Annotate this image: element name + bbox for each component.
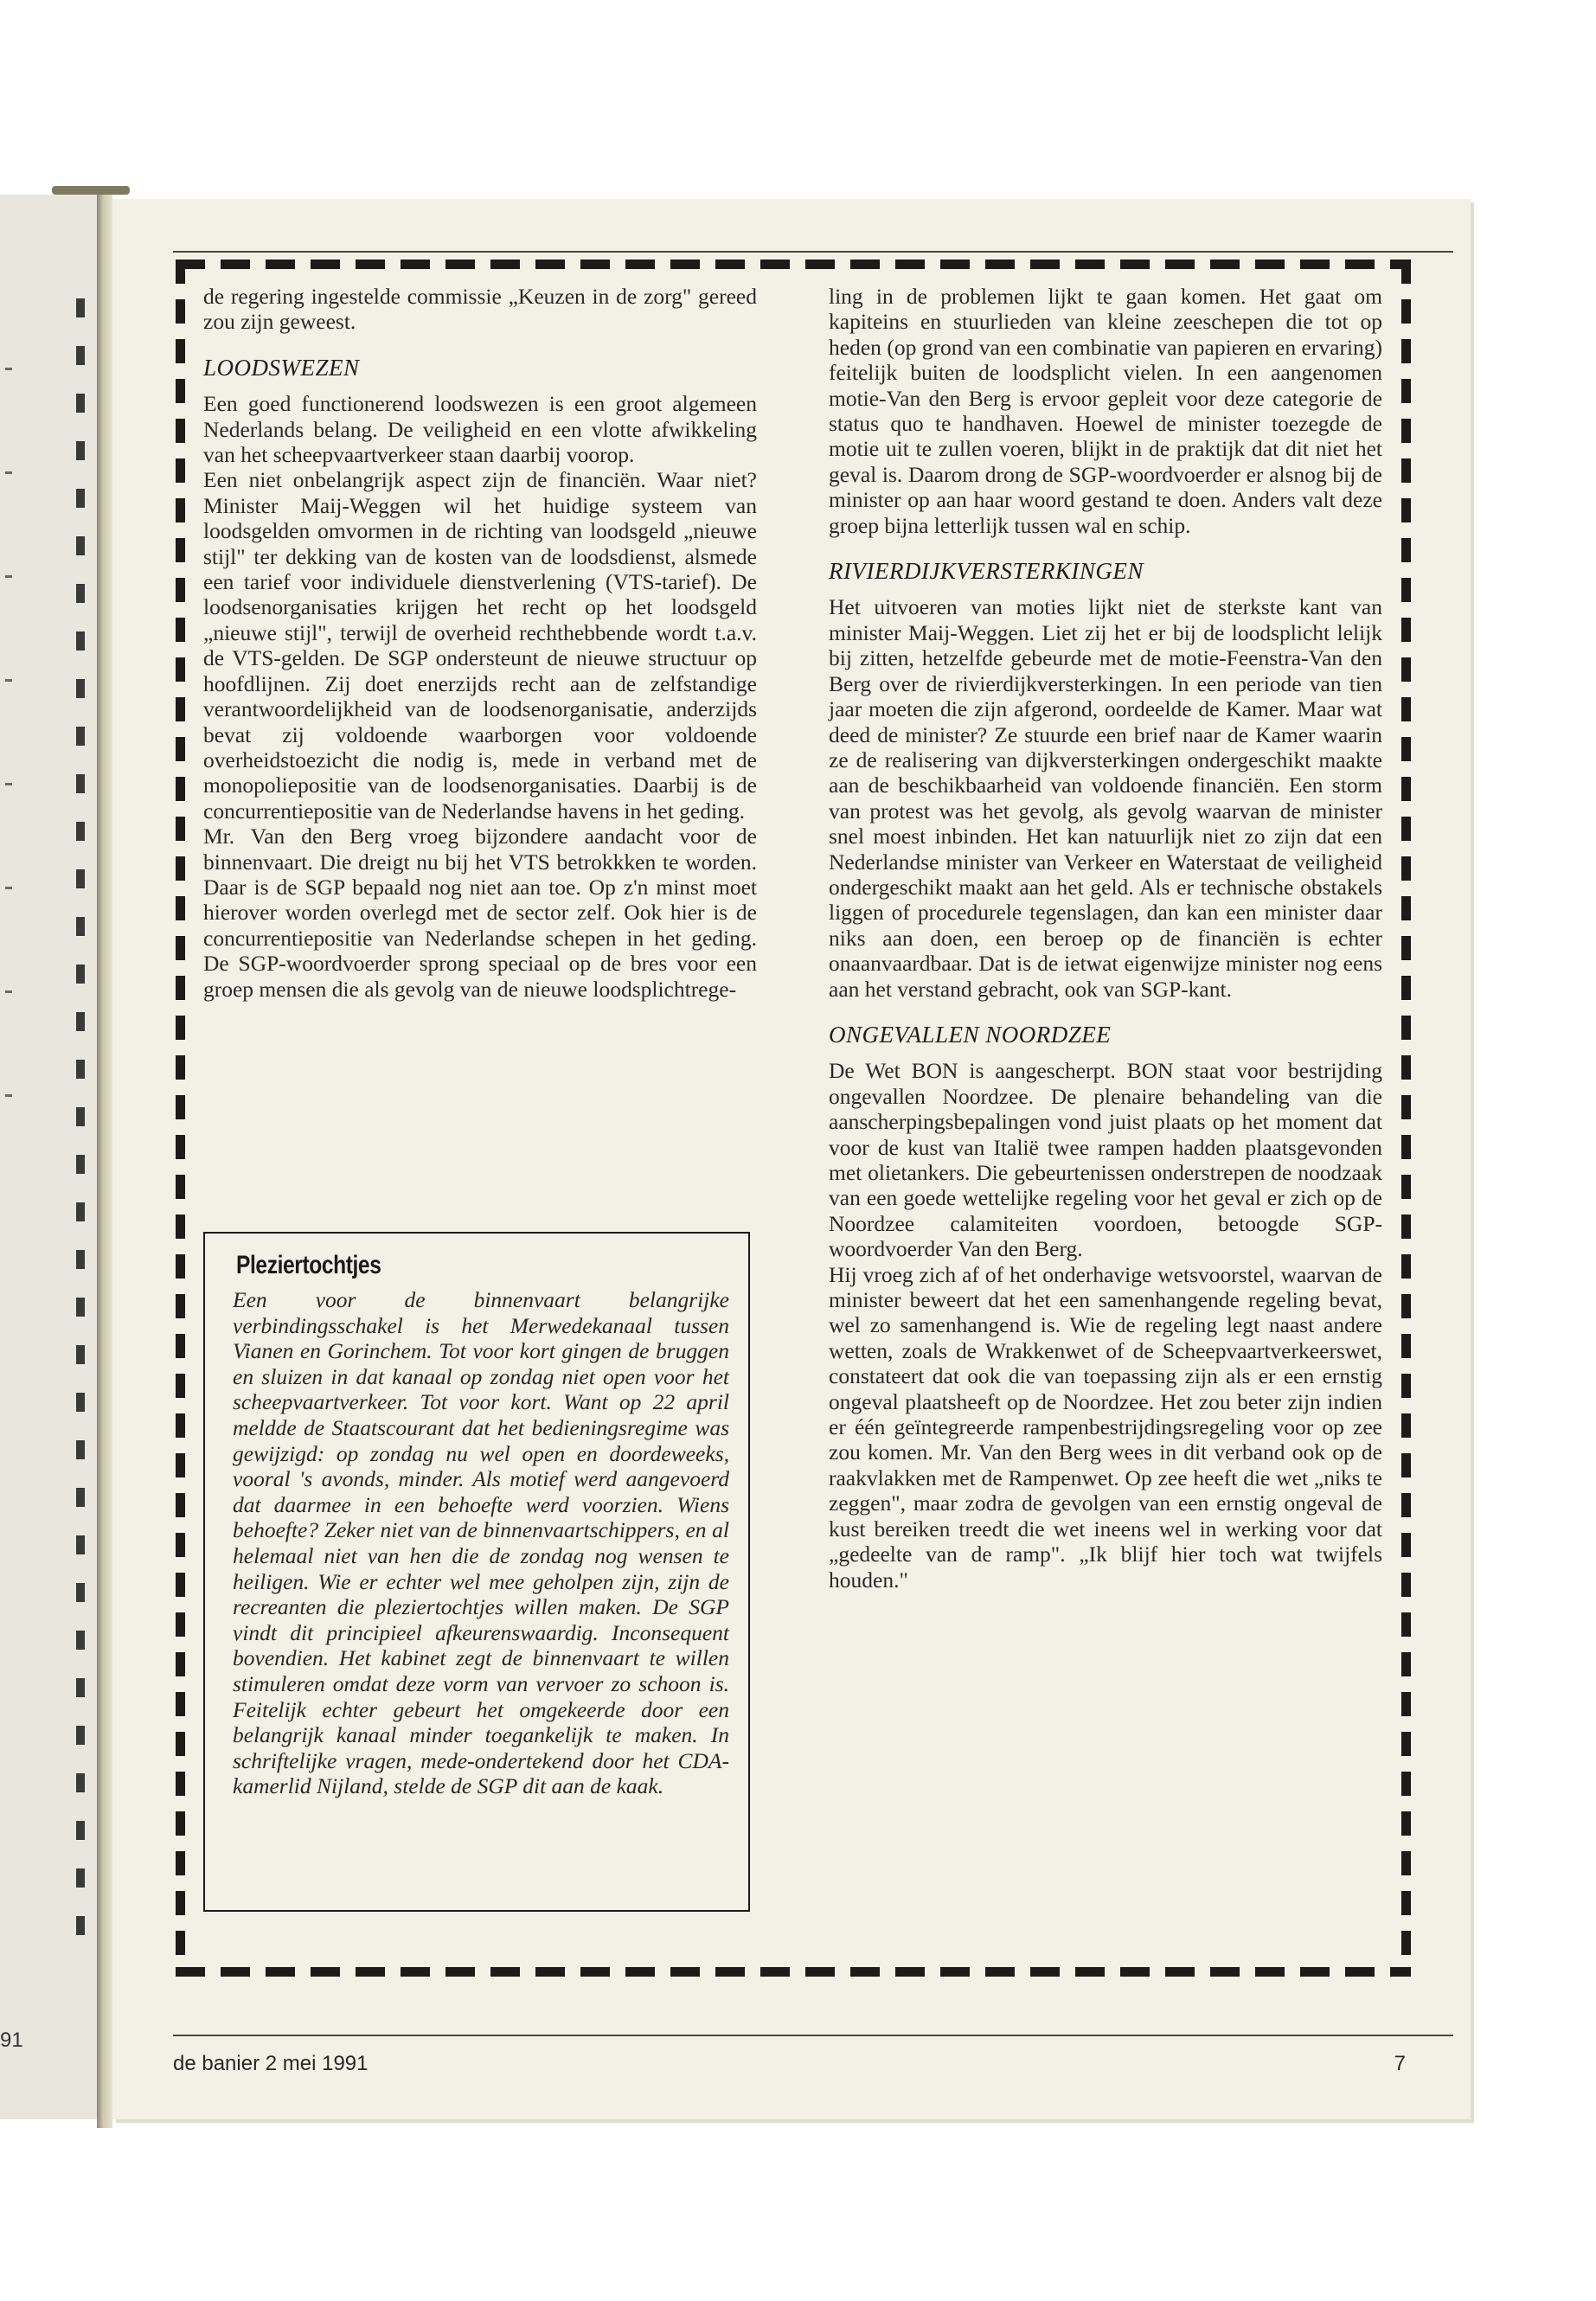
text-fragment — [5, 887, 12, 889]
text-fragment — [5, 368, 12, 370]
previous-page-edge — [0, 195, 99, 2119]
body-paragraph: Mr. Van den Berg vroeg bijzondere aandacht voor de binnenvaart. Die dreigt nu bij het VTS betrokkken te worden. Daar is de SGP bepaald nog niet aan toe. Op z'n minst moet hierover worden overlegd met de sector zelf. Ook hier is de concurrentiepositie van Nederlandse schepen in het geding. De SGP-woordvoerder sprong speciaal op de bres voor een groep mensen die als gevolg van de nieuwe loodsplichtrege- — [203, 824, 757, 1002]
marker — [76, 298, 85, 317]
marker — [76, 489, 85, 508]
marker — [76, 1345, 85, 1364]
marker — [76, 346, 85, 365]
marker — [76, 536, 85, 555]
marker — [76, 1868, 85, 1888]
right-column — [829, 284, 1382, 1593]
marker — [76, 1773, 85, 1792]
body-paragraph: De Wet BON is aangescherpt. BON staat voor bestrijding ongevallen Noordzee. De plenaire behandeling van die aanscherpingsbepalingen vond juist plaats op het moment dat voor de kust van Italië twee rampen hadden plaatsgevonden met olietankers. Die gebeurtenissen onderstrepen de noodzaak van een goede wettelijke regeling voor het geval er zich op de Noordzee calamiteiten voordoen, betoogde SGP-woordvoerder Van den Berg. — [829, 1058, 1382, 1262]
marker — [76, 965, 85, 984]
footer-rule — [173, 2035, 1453, 2036]
marker — [76, 441, 85, 460]
article-frame — [176, 260, 1411, 1977]
book-binding — [97, 190, 112, 2128]
marker — [76, 631, 85, 651]
left-intro-text: de regering ingestelde commissie „Keuzen in de zorg" gereed zou zijn geweest. — [203, 284, 757, 335]
text-fragment — [5, 1094, 12, 1097]
sidebar-box — [203, 1232, 750, 1912]
marker — [76, 1107, 85, 1126]
marker — [76, 1678, 85, 1697]
text-fragment — [5, 679, 12, 682]
marker — [76, 1821, 85, 1840]
marker — [76, 917, 85, 936]
marker — [76, 679, 85, 698]
right-intro-text: ling in de problemen lijkt te gaan komen. Het gaat om kapiteins en stuurlieden van kleine zeeschepen die tot op heden (op grond van een combinatie van papieren en ervaring) feitelijk buiten de loodsplicht vielen. In een aangenomen motie-Van den Berg is ervoor gepleit voor deze categorie de status quo te handhaven. Hoewel de minister toezegde de motie uit te zullen voeren, blijkt in de praktijk dat dit niet het geval is. Daarom drong de SGP-woordvoerder er alsnog bij de minister op aan haar woord gestand te doen. Anders valt deze groep bijna letterlijk tussen wal en schip. — [829, 284, 1382, 538]
marker — [76, 1298, 85, 1317]
marker — [76, 584, 85, 603]
frame-top-border — [176, 260, 1411, 269]
text-fragment — [5, 783, 12, 785]
frame-bottom-border — [176, 1967, 1411, 1977]
body-paragraph: Hij vroeg zich af of het onderhavige wetsvoorstel, waarvan de minister beweert dat het een samenhangende regeling bevat, wel zo samenhangend is. Wie de regeling legt naast andere wetten, zoals de Wrakkenwet of de Scheepvaartverkeerswet, constateert dat ook die van toepassing zijn als er een ernstig ongeval plaatsheeft op de Noordzee. Het zou beter zijn indien er één geïntegreerde rampenbestrijdingsregeling voor op zee zou komen. Mr. Van den Berg wees in dit verband ook op de raakvlakken met de Rampenwet. Op zee heeft die wet „niks te zeggen", maar zodra de gevolgen van een ernstig ongeval de kust bereiken treedt die wet ineens wel in werking voor dat „gedeelte van de ramp". „Ik blijf hier toch wat twijfels houden." — [829, 1261, 1382, 1593]
marker — [76, 394, 85, 413]
marker — [76, 822, 85, 841]
marker — [76, 1631, 85, 1650]
text-fragment — [5, 990, 12, 993]
marker — [76, 727, 85, 746]
sidebar-title: Pleziertochtjes — [236, 1251, 381, 1279]
marker — [76, 1060, 85, 1079]
binding-edge — [52, 186, 130, 195]
magazine-page — [112, 199, 1471, 2119]
section-heading-loodswezen: LOODSWEZEN — [203, 354, 360, 381]
publication-footer: de banier 2 mei 1991 — [173, 2052, 369, 2075]
section-heading-rivierdijk: RIVIERDIJKVERSTERKINGEN — [829, 558, 1144, 585]
text-fragment — [5, 575, 12, 578]
marker — [76, 1012, 85, 1031]
marker — [76, 1583, 85, 1602]
marker — [76, 1488, 85, 1507]
marker — [76, 1155, 85, 1174]
header-rule — [173, 251, 1453, 253]
marker — [76, 1250, 85, 1269]
marker — [76, 774, 85, 793]
left-column — [203, 284, 757, 1002]
marker — [76, 1726, 85, 1745]
body-paragraph: Een niet onbelangrijk aspect zijn de financiën. Waar niet? Minister Maij-Weggen wil het huidige systeem van loodsgelden omvormen in de richting van loodsgeld „nieuwe stijl" ter dekking van de kosten van de loodsdienst, alsmede een tarief voor individuele dienstverlening (VTS-tarief). De loodsenorganisaties krijgen het recht op het loodsgeld „nieuwe stijl", terwijl de overheid rechthebbende wordt t.a.v. de VTS-gelden. De SGP ondersteunt de nieuwe structuur op hoofdlijnen. Zij doet enerzijds recht aan de zelfstandige verantwoordelijkheid van de loodsenorganisatie, anderzijds bevat zij voldoende waarborgen voor voldoende overheidstoezicht die nodig is, mede in verband met de monopoliepositie van de loodsenorganisaties. Daarbij is de concurrentiepositie van de Nederlandse havens in het geding. — [203, 467, 757, 824]
text-fragment — [5, 471, 12, 474]
previous-page-footer: 91 — [0, 2029, 23, 2052]
marker — [76, 1202, 85, 1221]
page-number: 7 — [1394, 2052, 1406, 2075]
marker — [76, 869, 85, 888]
marker — [76, 1393, 85, 1412]
marker — [76, 1535, 85, 1554]
body-paragraph: Het uitvoeren van moties lijkt niet de sterkste kant van minister Maij-Weggen. Liet zij het er bij de loodsplicht lelijk bij zitten, hetzelfde gebeurde met de motie-Feenstra-Van den Berg over de rivierdijkversterkingen. In een periode van tien jaar moeten die zijn afgerond, oordeelde de Kamer. Maar wat deed de minister? Ze stuurde een brief naar de Kamer waarin ze de realisering van dijkversterkingen ondergeschikt maakte aan de beschikbaarheid van voldoende financiën. Een storm van protest was het gevolg, als gevolg waarvan de minister snel moest inbinden. Het kan natuurlijk niet zo zijn dat een Nederlandse minister van Verkeer en Waterstaat de veiligheid ondergeschikt maakt aan het geld. Als er technische obstakels liggen of procedurele tegenslagen, dan kan een minister daar niks aan doen, een beroep op de financiën is echter onaanvaardbaar. Dat is de ietwat eigenwijze minister nog eens aan het verstand gebracht, ook van SGP-kant. — [829, 594, 1382, 1002]
marker — [76, 1440, 85, 1459]
frame-right-border — [1401, 260, 1411, 1977]
section-heading-noordzee: ONGEVALLEN NOORDZEE — [829, 1021, 1112, 1048]
frame-left-border — [176, 260, 185, 1977]
sidebar-text: Een voor de binnenvaart belangrijke verbindingsschakel is het Merwedekanaal tussen Vianen en Gorinchem. Tot voor kort gingen de bruggen en sluizen in dat kanaal op zondag niet open voor het scheepvaartverkeer. Tot voor kort. Want op 22 april meldde de Staatscourant dat het bedieningsregime was gewijzigd: op zondag nu wel open en doordeweeks, vooral 's avonds, minder. Als motief werd aangevoerd dat daarmee in een behoefte werd voorzien. Wiens behoefte? Zeker niet van de binnenvaartschippers, en al helemaal niet van hen die de zondag nog wensen te heiligen. Wie er echter wel mee geholpen zijn, zijn de recreanten die pleziertochtjes willen maken. De SGP vindt dit principieel afkeurenswaardig. Inconsequent bovendien. Het kabinet zegt de binnenvaart te willen stimuleren omdat deze vorm van vervoer zo schoon is. Feitelijk echter gebeurt het omgekeerde door een belangrijk kanaal minder toegankelijk te maken. In schriftelijke vragen, mede-ondertekend door het CDA-kamerlid Nijland, stelde de SGP dit aan de kaak. — [233, 1287, 729, 1799]
marker — [76, 1916, 85, 1935]
body-paragraph: Een goed functionerend loodswezen is een groot algemeen Nederlands belang. De veiligheid en een vlotte afwikkeling van het scheepvaartverkeer staan daarbij voorop. — [203, 391, 757, 468]
